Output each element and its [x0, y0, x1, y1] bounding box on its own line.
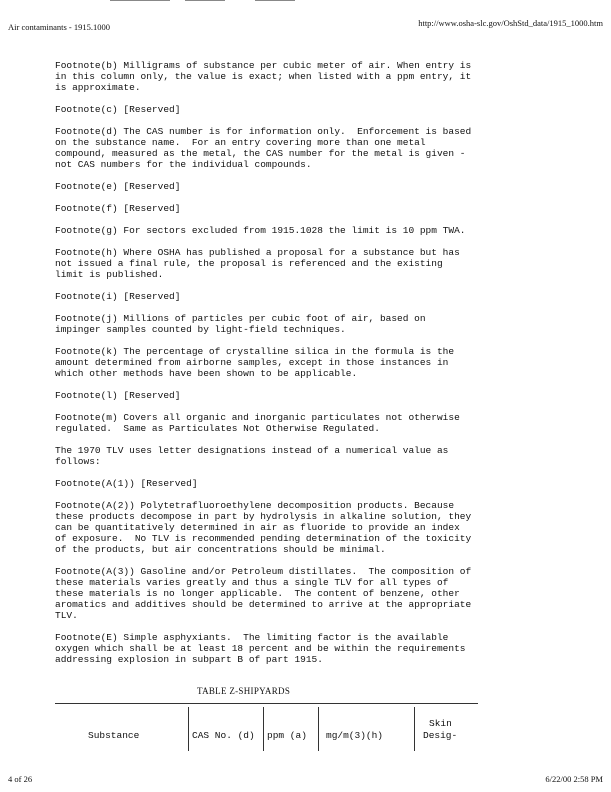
page-header-title: Air contaminants - 1915.1000	[8, 22, 110, 32]
table-top-rule	[55, 703, 478, 704]
footnote-b: Footnote(b) Milligrams of substance per cubic meter of air. When entry is in this column only, the value is exact; when listed with a ppm entry, it is approximate.	[55, 60, 477, 93]
footnote-f: Footnote(f) [Reserved]	[55, 203, 181, 214]
footnote-i: Footnote(i) [Reserved]	[55, 291, 181, 302]
footnotes-body	[55, 60, 475, 676]
footnote-e-asphyxiants: Footnote(E) Simple asphyxiants. The limiting factor is the available oxygen which shall be at least 18 percent and be within the requirements addressing explosion in subpart B of part 1915.	[55, 632, 472, 665]
column-divider	[318, 707, 319, 751]
footnote-c: Footnote(c) [Reserved]	[55, 104, 181, 115]
top-rule	[110, 0, 170, 1]
footnote-a2: Footnote(A(2)) Polytetrafluoroethylene decomposition products. Because these products decompose in part by hydrolysis in alkaline solution, they can be quantitatively determined in air as fluoride to provide an index of exposure. No TLV is recommended pending determination of the toxicity of the products, but air concentrations should be minimal.	[55, 500, 477, 555]
page-number: 4 of 26	[8, 774, 33, 784]
top-rule	[255, 0, 295, 1]
column-divider	[414, 707, 415, 751]
footnote-d: Footnote(d) The CAS number is for information only. Enforcement is based on the substance name. For an entry covering more than one metal compound, measured as the metal, the CAS number for the metal is given - not CAS numbers for the individual compounds.	[55, 126, 477, 170]
footnote-a3: Footnote(A(3)) Gasoline and/or Petroleum distillates. The composition of these materials varies greatly and thus a single TLV for all types of these materials is no longer applicable. The content of benzene, other aromatics and additives should be determined to arrive at the appropriate TLV.	[55, 566, 477, 621]
table-title: TABLE Z-SHIPYARDS	[197, 686, 291, 696]
print-timestamp: 6/22/00 2:58 PM	[545, 774, 603, 784]
table-header	[55, 703, 480, 753]
column-divider	[188, 707, 189, 751]
column-header-cas: CAS No. (d)	[192, 730, 255, 741]
column-header-skin: Skin	[429, 718, 452, 729]
top-rule	[185, 0, 225, 1]
footnote-a1: Footnote(A(1)) [Reserved]	[55, 478, 198, 489]
footnote-k: Footnote(k) The percentage of crystalline silica in the formula is the amount determined from airborne samples, except in those instances in which other methods have been shown to be applicable.	[55, 346, 460, 379]
column-divider	[263, 707, 264, 751]
footnote-e: Footnote(e) [Reserved]	[55, 181, 181, 192]
tlv-intro: The 1970 TLV uses letter designations instead of a numerical value as follows:	[55, 445, 455, 467]
footnote-m: Footnote(m) Covers all organic and inorganic particulates not otherwise regulated. Same as Particulates Not Otherwise Regulated.	[55, 412, 466, 434]
footnote-g: Footnote(g) For sectors excluded from 1915.1028 the limit is 10 ppm TWA.	[55, 225, 466, 236]
footnote-l: Footnote(l) [Reserved]	[55, 390, 181, 401]
column-header-substance: Substance	[88, 730, 140, 741]
column-header-skin-desig: Desig-	[423, 730, 458, 741]
page-header-url: http://www.osha-slc.gov/OshStd_data/1915_1000.htm	[418, 18, 603, 28]
column-header-mgm3: mg/m(3)(h)	[326, 730, 384, 741]
column-header-ppm: ppm (a)	[267, 730, 307, 741]
footnote-j: Footnote(j) Millions of particles per cubic foot of air, based on impinger samples counted by light-field techniques.	[55, 313, 432, 335]
footnote-h: Footnote(h) Where OSHA has published a proposal for a substance but has not issued a final rule, the proposal is referenced and the existing limit is published.	[55, 247, 466, 280]
